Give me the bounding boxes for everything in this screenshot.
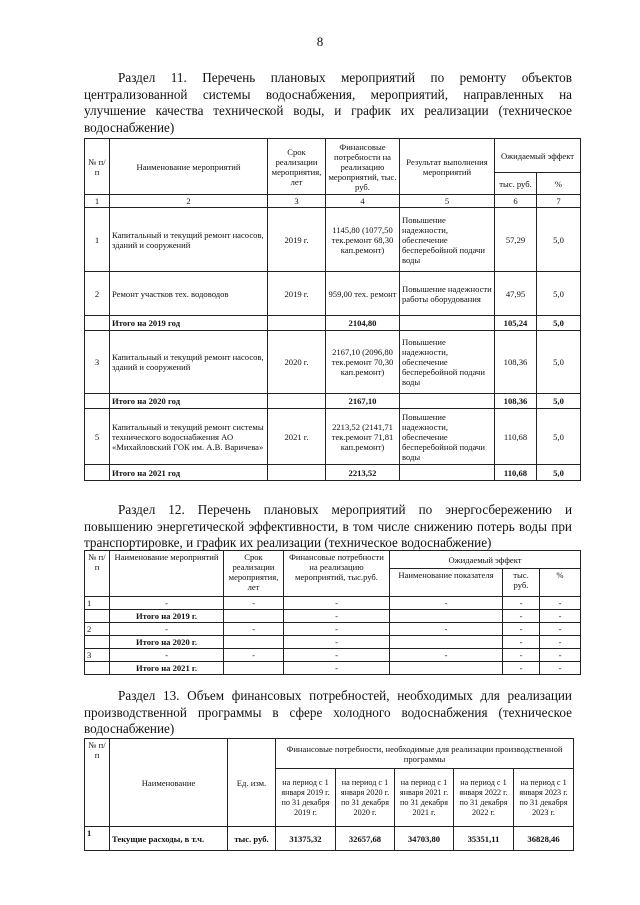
- section-12-table: [84, 550, 581, 675]
- s13-row-num: 1: [85, 827, 110, 851]
- s12-header-term: Срок реализации мероприятия, лет: [224, 551, 284, 597]
- s12-row-num: 2: [85, 623, 110, 636]
- s11-colnum: 6: [495, 195, 537, 208]
- s12-header-pct: %: [540, 569, 581, 597]
- s12-row-rub: -: [503, 649, 540, 662]
- s11-total-rub: 108,36: [495, 394, 537, 409]
- s11-total-pct: 5,0: [537, 465, 581, 481]
- s11-row-finance: 1145,80 (1077,50 тек.ремонт 68,30 кап.ремонт): [326, 208, 400, 272]
- s11-row-pct: 5,0: [537, 331, 581, 394]
- s11-colnum: 2: [110, 195, 268, 208]
- s12-row-term: [224, 610, 284, 623]
- s11-row-num: 3: [85, 331, 110, 394]
- s12-row-num: 3: [85, 649, 110, 662]
- s11-total-rub: 105,24: [495, 316, 537, 331]
- s13-header-period: на период с 1 января 2022 г. по 31 декабря 2022 г.: [454, 769, 514, 827]
- s11-row-result: Повышение надежности работы оборудования: [400, 272, 495, 316]
- s12-row-term: -: [224, 649, 284, 662]
- s11-row-finance: 959,00 тех. ремонт: [326, 272, 400, 316]
- s12-row-name: -: [110, 623, 224, 636]
- s12-row-finance: -: [284, 649, 390, 662]
- s13-header-period: на период с 1 января 2019 г. по 31 декабря 2019 г.: [276, 769, 336, 827]
- section-12-title-text: Раздел 12. Перечень плановых мероприятий по энергосбережению и повышению энергетической эффективности, в том числе снижению потерь воды при транспортировке, и график их реализации (техническое водоснабжение): [84, 502, 572, 550]
- s11-total-pct: 5,0: [537, 394, 581, 409]
- s11-row-num: 5: [85, 409, 110, 465]
- s12-row-pct: -: [540, 597, 581, 610]
- s11-total-finance: 2213,52: [326, 465, 400, 481]
- s11-row-pct: 5,0: [537, 272, 581, 316]
- s11-header-effect-rub: тыс. руб.: [495, 173, 537, 195]
- s12-header-effect: Ожидаемый эффект: [390, 551, 581, 569]
- table-row: [85, 623, 581, 636]
- s11-row-result: Повышение надежности, обеспечение бесперебойной подачи воды: [400, 331, 495, 394]
- s11-header-effect: Ожидаемый эффект: [495, 139, 581, 173]
- s12-row-num: [85, 610, 110, 623]
- s12-row-rub: -: [503, 623, 540, 636]
- s12-row-pct: -: [540, 610, 581, 623]
- s11-colnum: 5: [400, 195, 495, 208]
- s12-row-num: 1: [85, 597, 110, 610]
- total-row: [85, 662, 581, 675]
- s11-row-pct: 5,0: [537, 409, 581, 465]
- s13-row-value: 34703,80: [395, 827, 454, 851]
- s12-row-num: [85, 636, 110, 649]
- s11-header-result: Результат выполнения мероприятий: [400, 139, 495, 195]
- s13-header-unit: Ед. изм.: [228, 739, 276, 827]
- s12-row-pct: -: [540, 636, 581, 649]
- s12-row-rub: -: [503, 636, 540, 649]
- section-11-title: [84, 70, 572, 136]
- s12-row-pct: -: [540, 649, 581, 662]
- s11-row-term: 2019 г.: [268, 272, 326, 316]
- s12-row-finance: -: [284, 662, 390, 675]
- s11-row-num: 1: [85, 208, 110, 272]
- s12-row-finance: -: [284, 623, 390, 636]
- s13-header-num: № п/п: [85, 739, 110, 827]
- s12-row-rub: -: [503, 610, 540, 623]
- s13-header-period: на период с 1 января 2021 г. по 31 декабря 2021 г.: [395, 769, 454, 827]
- s13-row-value: 32657,68: [336, 827, 395, 851]
- s11-total-finance: 2104,80: [326, 316, 400, 331]
- s12-total-label: Итого на 2020 г.: [110, 636, 224, 649]
- s11-row-result: Повышение надежности, обеспечение бесперебойной подачи воды: [400, 208, 495, 272]
- s12-row-indicator: -: [390, 623, 503, 636]
- total-row: [85, 316, 581, 331]
- s11-row-term: 2021 г.: [268, 409, 326, 465]
- s12-row-indicator: -: [390, 597, 503, 610]
- s11-colnum: 3: [268, 195, 326, 208]
- s11-row-rub: 110,68: [495, 409, 537, 465]
- s11-row-num: 2: [85, 272, 110, 316]
- s12-row-finance: -: [284, 610, 390, 623]
- table-row: [85, 409, 581, 465]
- table-row: [85, 597, 581, 610]
- s12-row-term: [224, 662, 284, 675]
- s13-row-unit: тыс. руб.: [228, 827, 276, 851]
- s12-row-pct: -: [540, 662, 581, 675]
- s12-row-term: -: [224, 597, 284, 610]
- s11-row-name: Ремонт участков тех. водоводов: [110, 272, 268, 316]
- s11-total-finance: 2167,10: [326, 394, 400, 409]
- s12-row-indicator: [390, 662, 503, 675]
- s11-header-finance: Финансовые потребности на реализацию мероприятий, тыс. руб.: [326, 139, 400, 195]
- s11-colnum: 7: [537, 195, 581, 208]
- s12-row-rub: -: [503, 597, 540, 610]
- s13-header-finance: Финансовые потребности, необходимые для реализации производственной программы: [276, 739, 574, 769]
- s13-row-value: 35351,11: [454, 827, 514, 851]
- s12-header-finance: Финансовые потребности на реализацию мероприятий, тыс.руб.: [284, 551, 390, 597]
- s13-row-value: 36828,46: [514, 827, 574, 851]
- s11-row-finance: 2167,10 (2096,80 тек.ремонт 70,30 кап.ремонт): [326, 331, 400, 394]
- s11-row-term: 2020 г.: [268, 331, 326, 394]
- s11-colnum: 1: [85, 195, 110, 208]
- s11-row-pct: 5,0: [537, 208, 581, 272]
- s13-row-value: 31375,32: [276, 827, 336, 851]
- s11-row-rub: 47,95: [495, 272, 537, 316]
- s12-row-num: [85, 662, 110, 675]
- total-row: [85, 465, 581, 481]
- s13-header-period: на период с 1 января 2020 г. по 31 декабря 2020 г.: [336, 769, 395, 827]
- section-13-table: [84, 738, 574, 851]
- s12-row-indicator: -: [390, 649, 503, 662]
- s11-header-term: Срок реализации мероприятия, лет: [268, 139, 326, 195]
- s11-header-num: № п/п: [85, 139, 110, 195]
- s12-row-indicator: [390, 610, 503, 623]
- s12-row-term: -: [224, 623, 284, 636]
- table-row: [85, 827, 574, 851]
- s12-total-label: Итого на 2021 г.: [110, 662, 224, 675]
- s11-row-rub: 108,36: [495, 331, 537, 394]
- s13-row-name: Текущие расходы, в т.ч.: [110, 827, 228, 851]
- section-12-title: [84, 502, 572, 552]
- s13-header-name: Наименование: [110, 739, 228, 827]
- total-row: [85, 394, 581, 409]
- table-row: [85, 649, 581, 662]
- s12-row-name: -: [110, 597, 224, 610]
- section-13-title: [84, 688, 572, 738]
- s12-row-indicator: [390, 636, 503, 649]
- s12-row-finance: -: [284, 597, 390, 610]
- section-11-table: [84, 138, 581, 481]
- s11-total-label: Итого на 2020 год: [110, 394, 268, 409]
- s12-row-term: [224, 636, 284, 649]
- s11-colnum: 4: [326, 195, 400, 208]
- total-row: [85, 636, 581, 649]
- s11-total-rub: 110,68: [495, 465, 537, 481]
- table-row: [85, 272, 581, 316]
- s11-row-name: Капитальный и текущий ремонт системы технического водоснабжения АО «Михайловский ГОК им. А.В. Варичева»: [110, 409, 268, 465]
- s12-header-name: Наименование мероприятий: [110, 551, 224, 597]
- s12-row-rub: -: [503, 662, 540, 675]
- s13-header-period: на период с 1 января 2023 г. по 31 декабря 2023 г.: [514, 769, 574, 827]
- s11-total-label: Итого на 2021 год: [110, 465, 268, 481]
- s12-total-label: Итого на 2019 г.: [110, 610, 224, 623]
- page-number: 8: [316, 34, 324, 49]
- s11-row-finance: 2213,52 (2141,71 тек.ремонт 71,81 кап.ремонт): [326, 409, 400, 465]
- s11-total-label: Итого на 2019 год: [110, 316, 268, 331]
- s11-header-effect-pct: %: [537, 173, 581, 195]
- s11-row-rub: 57,29: [495, 208, 537, 272]
- total-row: [85, 610, 581, 623]
- section-11-title-text: Раздел 11. Перечень плановых мероприятий по ремонту объектов централизованной системы водоснабжения, мероприятий, направленных на улучшение качества технической воды, и график их реализации (техническое водоснабжение): [84, 70, 572, 135]
- s12-header-num: № п/п: [85, 551, 110, 597]
- s11-row-result: Повышение надежности, обеспечение бесперебойной подачи воды: [400, 409, 495, 465]
- s11-row-name: Капитальный и текущий ремонт насосов, зданий и сооружений: [110, 208, 268, 272]
- table-row: [85, 331, 581, 394]
- table-row: [85, 208, 581, 272]
- s12-header-rub: тыс. руб.: [503, 569, 540, 597]
- s11-row-term: 2019 г.: [268, 208, 326, 272]
- s12-header-indicator: Наименование показателя: [390, 569, 503, 597]
- s12-row-name: -: [110, 649, 224, 662]
- section-13-title-text: Раздел 13. Объем финансовых потребностей, необходимых для реализации производственной программы в сфере холодного водоснабжения (техническое водоснабжение): [84, 688, 572, 736]
- s12-row-pct: -: [540, 623, 581, 636]
- s11-row-name: Капитальный и текущий ремонт насосов, зданий и сооружений: [110, 331, 268, 394]
- s11-total-pct: 5,0: [537, 316, 581, 331]
- s11-header-name: Наименование мероприятий: [110, 139, 268, 195]
- s12-row-finance: -: [284, 636, 390, 649]
